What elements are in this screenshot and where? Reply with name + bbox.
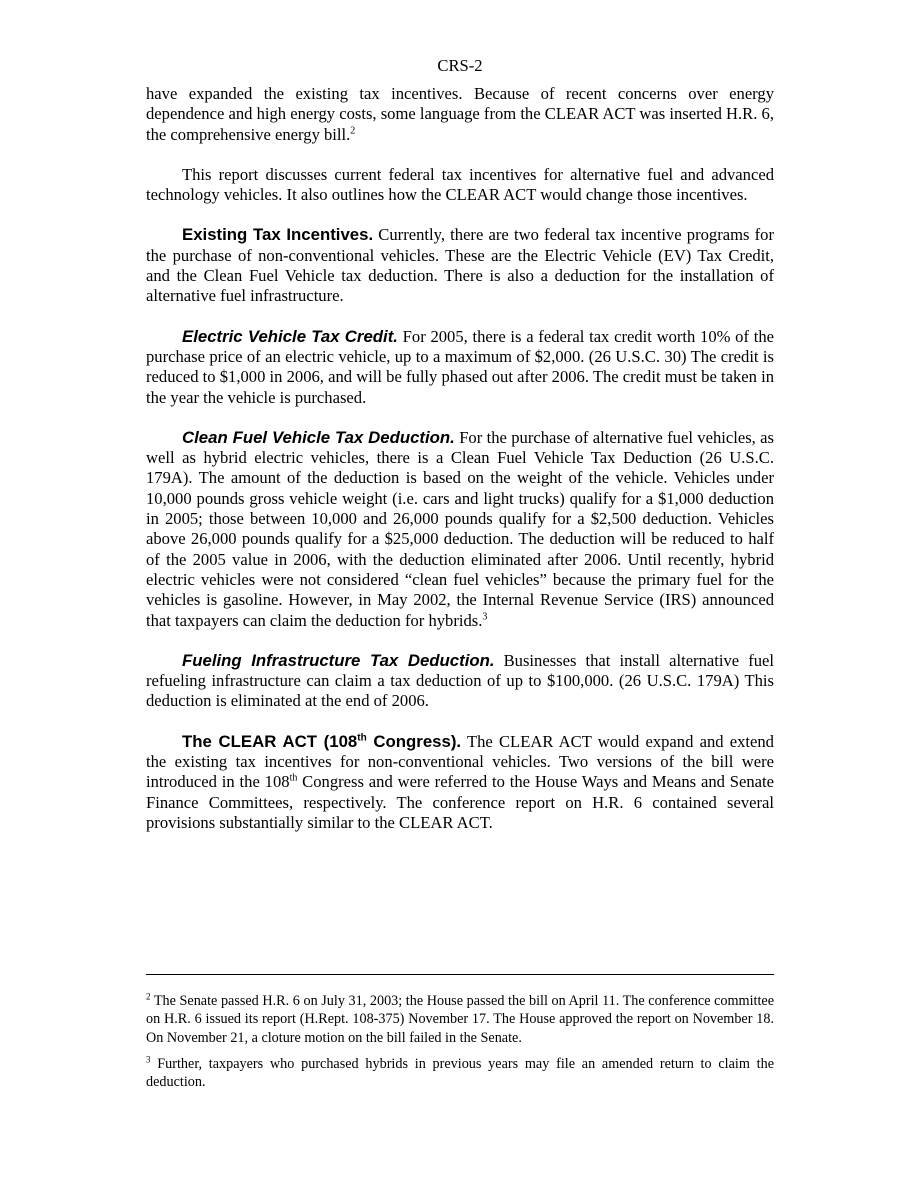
paragraph-clean-fuel-vehicle-deduction: [146, 428, 774, 631]
page-header: CRS-2: [437, 56, 483, 75]
page-body: [146, 56, 774, 853]
paragraph-text: For 2005, there is a federal tax credit worth 10% of the purchase price of an electric vehicle, up to a maximum of $2,000. (26 U.S.C. 30) The credit is reduced to $1,000 in 2006, and will be fully phased out after 2006. The credit must be taken in the year the vehicle is purchased.: [146, 326, 774, 407]
footnote-3: [146, 1055, 774, 1092]
footnote-text: The Senate passed H.R. 6 on July 31, 2003; the House passed the bill on April 11. The conference committee on H.R. 6 issued its report (H.Rept. 108-375) November 17. The House approved the report on November 18. On November 21, a cloture motion on the bill failed in the Senate.: [146, 993, 774, 1046]
paragraph-report-overview: [146, 165, 774, 206]
footnotes-section: [146, 992, 774, 1099]
paragraph-text: Businesses that install alternative fuel refueling infrastructure can claim a tax deduction of up to $100,000. (26 U.S.C. 179A) This deduction is eliminated at the end of 2006.: [146, 650, 774, 711]
subsection-heading-clean-fuel-vehicle-deduction: Clean Fuel Vehicle Tax Deduction.: [182, 427, 455, 447]
paragraph-text: Currently, there are two federal tax incentive programs for the purchase of non-conventional vehicles. These are the Electric Vehicle (EV) Tax Credit, and the Clean Fuel Vehicle tax deduction. There is also a deduction for the installation of alternative fuel infrastructure.: [146, 225, 774, 306]
paragraph-text: This report discusses current federal tax incentives for alternative fuel and advanced technology vehicles. It also outlines how the CLEAR ACT would change those incentives.: [146, 164, 774, 205]
footnote-text: Further, taxpayers who purchased hybrids in previous years may file an amended return to claim the deduction.: [146, 1055, 774, 1091]
paragraph-intro-continuation: [146, 84, 774, 145]
subsection-heading-fueling-infrastructure-deduction: Fueling Infrastructure Tax Deduction.: [182, 650, 495, 670]
paragraph-text: For the purchase of alternative fuel vehicles, as well as hybrid electric vehicles, there is a Clean Fuel Vehicle Tax Deduction (26 U.S.C. 179A). The amount of the deduction is based on the weight of the vehicle. Vehicles under 10,000 pounds gross vehicle weight (i.e. cars and light trucks) qualify for a $1,000 deduction in 2005; those between 10,000 and 26,000 pounds qualify for a $2,500 deduction. Vehicles above 26,000 pounds qualify for a $25,000 deduction. The deduction will be reduced to half of the 2005 value in 2006, with the deduction eliminated after 2006. Until recently, hybrid electric vehicles were not considered “clean fuel vehicles” because the primary fuel for the vehicles is gasoline. However, in May 2002, the Internal Revenue Service (IRS) announced that taxpayers can claim the deduction for hybrids.: [146, 427, 775, 630]
footnote-ref-3: 3: [482, 611, 488, 622]
footnote-ref-2: 2: [350, 125, 356, 137]
heading-text: The CLEAR ACT (108: [182, 731, 358, 751]
paragraph-text: The CLEAR ACT would expand and extend the existing tax incentives for non-conventional vehicles. Two versions of the bill were introduced in the 108: [146, 731, 774, 792]
footnote-number: 3: [146, 1054, 151, 1065]
section-heading-clear-act: [182, 732, 461, 751]
footnote-number: 2: [146, 991, 151, 1002]
paragraph-text: Congress and were referred to the House Ways and Means and Senate Finance Committees, respectively. The conference report on H.R. 6 contained several provisions substantially similar to the CLEAR ACT.: [146, 772, 774, 832]
paragraph-fueling-infrastructure-deduction: [146, 651, 774, 712]
text-superscript: th: [289, 772, 298, 784]
paragraph-text: have expanded the existing tax incentives. Because of recent concerns over energy dependence and high energy costs, some language from the CLEAR ACT was inserted H.R. 6, the comprehensive energy bill.: [146, 84, 774, 144]
heading-text: Congress).: [366, 731, 462, 751]
paragraph-electric-vehicle-tax-credit: [146, 327, 774, 408]
paragraph-existing-tax-incentives: [146, 225, 774, 306]
heading-superscript: th: [357, 732, 367, 744]
section-heading-existing-tax-incentives: Existing Tax Incentives.: [182, 225, 374, 245]
subsection-heading-electric-vehicle-tax-credit: Electric Vehicle Tax Credit.: [182, 326, 398, 346]
footnote-2: [146, 992, 774, 1047]
paragraph-clear-act: [146, 732, 774, 833]
footnote-divider: [146, 974, 774, 975]
